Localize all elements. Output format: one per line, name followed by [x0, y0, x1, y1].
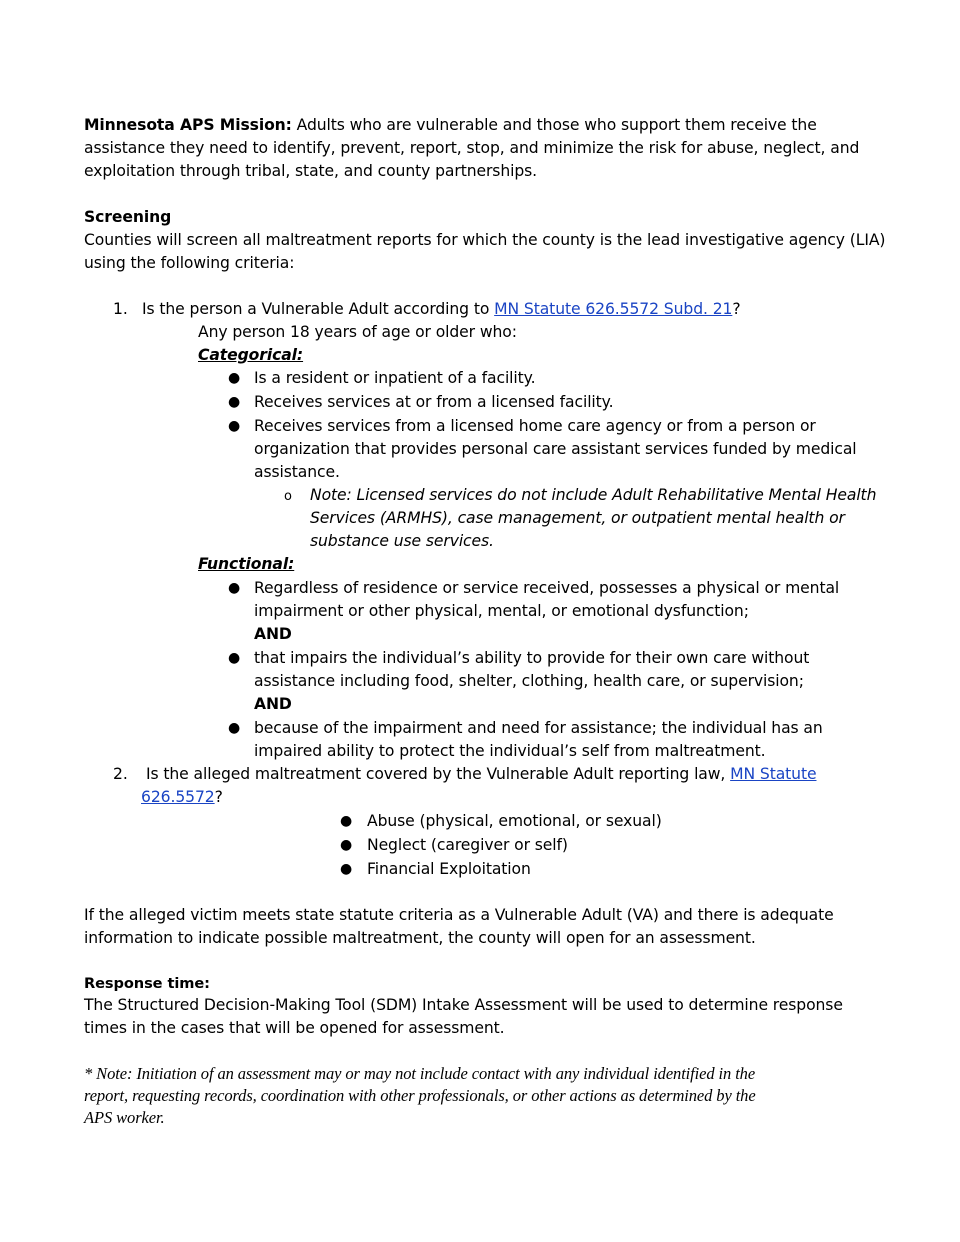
bullet-icon: ● [340, 861, 353, 877]
maltreatment-type-3: Financial Exploitation [367, 860, 531, 878]
functional-item-2-line-2: assistance including food, shelter, clothing, health care, or supervision; [254, 672, 804, 690]
statute-link-part-1[interactable]: MN Statute [730, 765, 817, 783]
q2-number: 2. [113, 765, 128, 783]
categorical-item-3-line-1: Receives services from a licensed home care agency or from a person or [254, 417, 816, 435]
and-connector-1: AND [254, 625, 292, 643]
q2-line-2 [141, 786, 223, 809]
assessment-line-2: information to indicate possible maltreatment, the county will open for an assessment. [84, 929, 756, 947]
note-line-3: substance use services. [310, 532, 494, 550]
and-connector-2: AND [254, 695, 292, 713]
screening-line-2: using the following criteria: [84, 254, 295, 272]
q1-question-mark: ? [732, 300, 741, 318]
screening-heading: Screening [84, 208, 172, 226]
footnote-line-3: APS worker. [84, 1108, 165, 1127]
functional-item-1-line-2: impairment or other physical, mental, or emotional dysfunction; [254, 602, 749, 620]
mission-line-2: assistance they need to identify, prevent, report, stop, and minimize the risk for abuse, neglect, and [84, 139, 860, 157]
mission-line-1 [84, 114, 817, 137]
response-line-2: times in the cases that will be opened for assessment. [84, 1019, 505, 1037]
functional-item-1-line-1: Regardless of residence or service received, possesses a physical or mental [254, 579, 840, 597]
footnote-line-1: * Note: Initiation of an assessment may or may not include contact with any individual identified in the [84, 1064, 756, 1083]
bullet-icon: ● [340, 813, 353, 829]
bullet-icon: ● [228, 418, 241, 434]
functional-heading: Functional: [198, 555, 295, 573]
q1-number: 1. [113, 300, 128, 318]
sub-bullet-icon: o [284, 489, 292, 504]
mission-text: Adults who are vulnerable and those who support them receive the [291, 116, 817, 134]
q2-line-1 [146, 763, 816, 786]
mission-line-3: exploitation through tribal, state, and county partnerships. [84, 162, 538, 180]
maltreatment-type-2: Neglect (caregiver or self) [367, 836, 568, 854]
bullet-icon: ● [228, 650, 241, 666]
statute-link-part-2[interactable]: 626.5572 [141, 788, 215, 806]
screening-line-1: Counties will screen all maltreatment reports for which the county is the lead investigative agency (LIA) [84, 231, 886, 249]
bullet-icon: ● [340, 837, 353, 853]
categorical-item-1: Is a resident or inpatient of a facility. [254, 369, 536, 387]
functional-item-3-line-2: impaired ability to protect the individual’s self from maltreatment. [254, 742, 766, 760]
q1-line [142, 298, 741, 321]
categorical-item-3-line-2: organization that provides personal care assistant services funded by medical [254, 440, 857, 458]
assessment-line-1: If the alleged victim meets state statute criteria as a Vulnerable Adult (VA) and there is adequate [84, 906, 834, 924]
categorical-item-2: Receives services at or from a licensed facility. [254, 393, 614, 411]
footnote-line-2: report, requesting records, coordination with other professionals, or other actions as determined by the [84, 1086, 756, 1105]
note-line-2: Services (ARMHS), case management, or outpatient mental health or [310, 509, 845, 527]
categorical-heading: Categorical: [198, 346, 304, 364]
mission-label: Minnesota APS Mission: [84, 116, 292, 134]
response-line-1: The Structured Decision-Making Tool (SDM) Intake Assessment will be used to determine response [84, 996, 843, 1014]
q2-text: Is the alleged maltreatment covered by the Vulnerable Adult reporting law, [146, 765, 731, 783]
note-line-1: Note: Licensed services do not include Adult Rehabilitative Mental Health [310, 486, 877, 504]
bullet-icon: ● [228, 580, 241, 596]
categorical-item-3-line-3: assistance. [254, 463, 340, 481]
maltreatment-type-1: Abuse (physical, emotional, or sexual) [367, 812, 662, 830]
q1-text: Is the person a Vulnerable Adult according to [142, 300, 495, 318]
response-heading: Response time: [84, 975, 210, 992]
functional-item-3-line-1: because of the impairment and need for assistance; the individual has an [254, 719, 823, 737]
q1-intro: Any person 18 years of age or older who: [198, 323, 517, 341]
q2-question-mark: ? [214, 788, 223, 806]
statute-subd21-link[interactable]: MN Statute 626.5572 Subd. 21 [494, 300, 733, 318]
bullet-icon: ● [228, 394, 241, 410]
bullet-icon: ● [228, 370, 241, 386]
bullet-icon: ● [228, 720, 241, 736]
functional-item-2-line-1: that impairs the individual’s ability to provide for their own care without [254, 649, 810, 667]
